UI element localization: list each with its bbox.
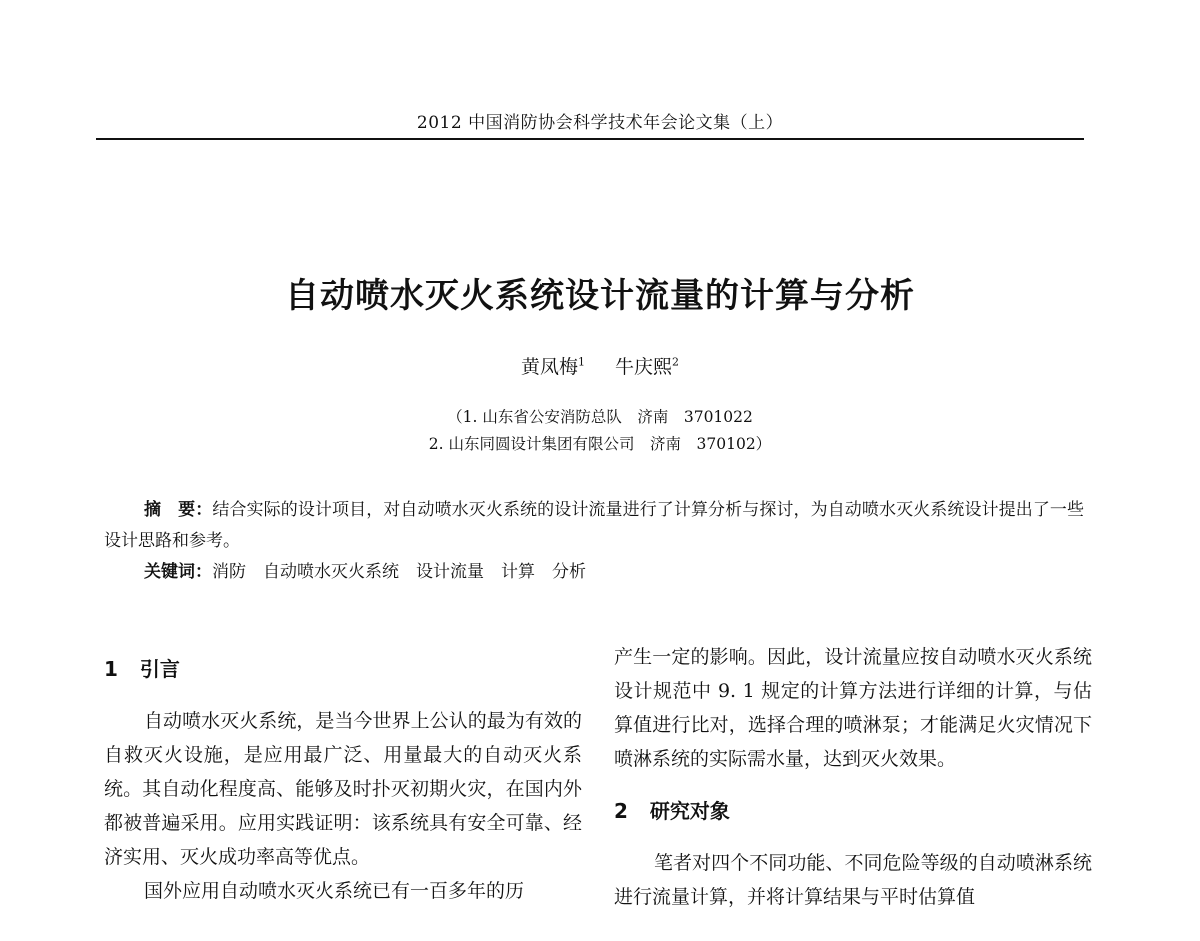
author-affil-mark: 1 [577, 355, 585, 369]
author-affil-mark: 2 [672, 355, 680, 369]
intro-paragraph-2: 国外应用自动喷水灭火系统已有一百多年的历 [144, 880, 525, 902]
abstract-text: 结合实际的设计项目，对自动喷水灭火系统的设计流量进行了计算分析与探讨，为自动喷水灭火系统设计提出了一些设计思路和参考。 [104, 500, 1085, 551]
section-heading-intro [104, 654, 582, 684]
abstract-label: 摘 要： [144, 500, 213, 520]
left-column [104, 640, 582, 908]
author-2 [615, 356, 679, 378]
section-title: 研究对象 [649, 799, 730, 823]
paper-title: 自动喷水灭火系统设计流量的计算与分析 [285, 276, 915, 316]
author-list [0, 352, 1200, 379]
right-column [614, 640, 1092, 914]
keywords-text: 消防 自动喷水灭火系统 设计流量 计算 分析 [212, 562, 586, 582]
keywords-label: 关键词： [144, 562, 212, 582]
keywords [104, 557, 1084, 588]
section-number: 2 [614, 799, 628, 823]
intro-continued-paragraph: 产生一定的影响。因此，设计流量应按自动喷水灭火系统设计规范中 9. 1 规定的计算方法进行详细的计算，与估算值进行比对，选择合理的喷淋泵；才能满足火灾情况下喷淋系统的实际需水量，达到灭火效果。 [614, 646, 1092, 770]
header-rule [96, 138, 1084, 140]
abstract-block [104, 495, 1084, 588]
affiliation-1: （1. 山东省公安消防总队 济南 3701022 [447, 408, 753, 426]
author-name: 牛庆熙 [615, 356, 673, 378]
section-number: 1 [104, 657, 118, 681]
research-paragraph-1: 笔者对四个不同功能、不同危险等级的自动喷淋系统进行流量计算，并将计算结果与平时估算值 [614, 852, 1092, 908]
author-1 [521, 356, 585, 378]
section-title: 引言 [139, 657, 180, 681]
abstract [104, 495, 1084, 557]
author-name: 黄凤梅 [520, 356, 578, 378]
running-header: 2012 中国消防协会科学技术年会论文集（上） [416, 113, 784, 133]
affiliation-2: 2. 山东同圆设计集团有限公司 济南 370102） [428, 435, 772, 453]
affiliations [0, 404, 1200, 458]
section-heading-research [614, 796, 1092, 826]
intro-paragraph-1: 自动喷水灭火系统，是当今世界上公认的最为有效的自救灭火设施，是应用最广泛、用量最大的自动灭火系统。其自动化程度高、能够及时扑灭初期火灾，在国内外都被普遍采用。应用实践证明：该系统具有安全可靠、经济实用、灭火成功率高等优点。 [104, 710, 582, 868]
